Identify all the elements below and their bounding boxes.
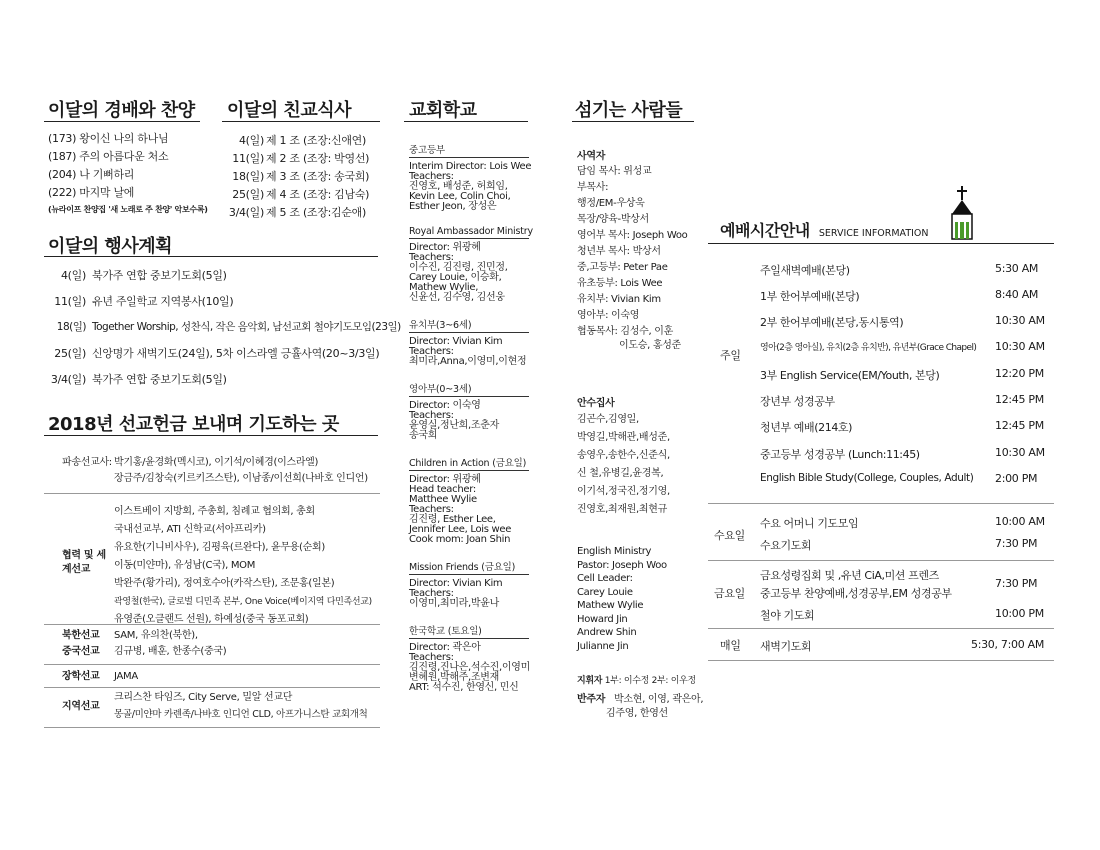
school-line: 신윤선, 김수영, 김선웅 xyxy=(409,292,505,303)
pastor-line: 유초등부: Lois Wee xyxy=(577,278,663,289)
service-name: 청년부 예배(214호) xyxy=(760,421,853,434)
school-line: Director: 위광혜 xyxy=(409,474,481,485)
coop-line: 박완주(황가리), 정여호수아(카작스탄), 조문홍(일본) xyxy=(114,578,335,589)
school-line: Carey Louie, 이승화, xyxy=(409,272,502,283)
event-row xyxy=(48,320,401,346)
service-name: 1부 한어부예배(본당) xyxy=(760,290,860,303)
dispatch-line: 장금주/김창숙(키르키즈스탄), 이남종/이선희(나바호 인디언) xyxy=(114,473,368,484)
service-title: 예배시간안내 xyxy=(720,221,810,240)
school-section-body xyxy=(409,333,529,367)
school-section-title: 한국학교 (토요일) xyxy=(409,623,529,639)
pastor-line: 부목사: xyxy=(577,182,609,193)
pastor-line: 유치부: Vivian Kim xyxy=(577,294,661,305)
sunday-label: 주일 xyxy=(720,349,741,362)
service-time: 7:30 PM xyxy=(995,577,1038,590)
school-section-body xyxy=(409,239,529,303)
service-subtitle: SERVICE INFORMATION xyxy=(818,228,929,239)
fellowship-row xyxy=(222,169,382,187)
service-name: 중고등부 성경공부 (Lunch:11:45) xyxy=(760,448,920,461)
divider xyxy=(44,624,380,625)
worship-rule xyxy=(44,121,200,122)
service-time: 5:30 AM xyxy=(995,262,1039,275)
coop-line: 국내선교부, ATI 신학교(서아프리카) xyxy=(114,524,266,535)
service-name: English Bible Study(College, Couples, Adult) xyxy=(760,472,974,484)
china-label: 중국선교 xyxy=(62,646,100,657)
school-section-body xyxy=(409,639,529,693)
event-text: 북가주 연합 중보기도회(5일) xyxy=(92,373,227,386)
school-line: Interim Director: Lois Wee xyxy=(409,161,532,172)
coop-line: 이동(미얀마), 유성남(C국), MOM xyxy=(114,560,256,571)
service-name: 새벽기도회 xyxy=(760,640,812,653)
fellowship-row xyxy=(222,187,382,205)
service-name: 수요 어머니 기도모임 xyxy=(760,517,859,530)
divider xyxy=(44,727,380,728)
school-line: Matthee Wylie xyxy=(409,494,477,505)
school-line: Esther Jeon, 장성은 xyxy=(409,201,497,212)
hymn-note: (뉴라이프 찬양집 '새 노래로 주 찬양' 악보수록) xyxy=(48,205,208,214)
school-line: Teachers: xyxy=(409,346,454,357)
event-text: 신앙명가 새벽기도(24일), 5차 이스라엘 긍휼사역(20~3/3일) xyxy=(92,347,380,360)
school-section-body xyxy=(409,471,529,545)
coop-line: 유요한(기니비사우), 김평육(르완다), 윤무용(순회) xyxy=(114,542,325,553)
coop-list xyxy=(114,506,372,632)
school-line: Teachers: xyxy=(409,588,454,599)
school-section-body xyxy=(409,397,529,441)
hymn-item: (204) 나 기뻐하리 xyxy=(48,168,135,181)
event-text: 유년 주일학교 지역봉사(10일) xyxy=(92,295,234,308)
divider xyxy=(708,503,1054,504)
pastor-line: 이도승, 홍성준 xyxy=(619,340,681,351)
service-name: 3부 English Service(EM/Youth, 본당) xyxy=(760,369,940,382)
service-name: 장년부 성경공부 xyxy=(760,395,835,408)
deacon-line: 박영길,박해관,배성준, xyxy=(577,432,670,443)
school-line: Teachers: xyxy=(409,504,454,515)
event-date: 3/4(일) xyxy=(50,373,86,386)
school-section-title: Mission Friends (금요일) xyxy=(409,559,529,575)
worship-title: 이달의 경배와 찬양 xyxy=(48,100,195,121)
events-list xyxy=(48,268,401,398)
service-name: 주일새벽예배(본당) xyxy=(760,264,850,277)
fellowship-group: 제 1 조 (조장:신애연) xyxy=(266,134,366,147)
local-line: 크리스찬 타임즈, City Serve, 밀알 선교단 xyxy=(114,692,293,703)
fellowship-row xyxy=(222,133,382,151)
school-line: Director: Vivian Kim xyxy=(409,336,503,347)
pastor-line: 영아부: 이숙영 xyxy=(577,310,640,321)
coop-line: 이스트베이 지방회, 주총회, 침례교 협의회, 총회 xyxy=(114,506,315,517)
deacon-line: 신 철,유병길,윤경복, xyxy=(577,468,664,479)
deacons-label: 안수집사 xyxy=(577,398,615,409)
service-time: 10:30 AM xyxy=(995,446,1045,459)
event-row xyxy=(48,294,401,320)
school-line: Jennifer Lee, Lois wee xyxy=(409,524,512,535)
service-time: 7:30 PM xyxy=(995,537,1038,550)
service-name: 중고등부 찬양예배,성경공부,EM 성경공부 xyxy=(760,587,952,600)
english-line: Cell Leader: xyxy=(577,573,633,584)
english-line: Mathew Wylie xyxy=(577,600,644,611)
service-time: 10:00 AM xyxy=(995,515,1045,528)
fellowship-rule xyxy=(222,121,380,122)
service-name: 영아(2층 영아실), 유치(2층 유치반), 유년부(Grace Chapel) xyxy=(760,343,977,353)
scholar-label: 장학선교 xyxy=(62,671,100,682)
school-line: Kevin Lee, Colin Choi, xyxy=(409,191,511,202)
dispatch-line: 박기홍/윤경화(멕시코), 이기석/이혜경(이스라엘) xyxy=(114,457,319,468)
service-time: 12:20 PM xyxy=(995,367,1044,380)
scholar-text: JAMA xyxy=(114,671,138,682)
event-date: 18(일) xyxy=(56,321,86,333)
coop-label: 협력 및 세계선교 xyxy=(62,550,106,575)
coop-line: 곽영철(한국), 글로벌 디민족 본부, One Voice(베이지역 다민족선교) xyxy=(114,597,372,607)
hymn-item: (222) 마지막 날에 xyxy=(48,186,135,199)
event-row xyxy=(48,372,401,398)
servants-rule xyxy=(572,121,694,122)
daily-label: 매일 xyxy=(720,639,741,652)
service-time: 5:30, 7:00 AM xyxy=(971,638,1045,651)
school-line: Director: Vivian Kim xyxy=(409,578,503,589)
coop-line: 유영준(오클랜드 선원), 하예성(중국 동포교회) xyxy=(114,614,309,625)
school-line: 이영미,최미라,박윤나 xyxy=(409,598,499,609)
missions-rule xyxy=(44,435,378,436)
divider xyxy=(708,628,1054,629)
school-section-title: Royal Ambassador Ministry xyxy=(409,226,533,237)
school-line: Teachers: xyxy=(409,410,454,421)
school-line: ART: 석수진, 한영신, 민신 xyxy=(409,682,519,693)
fellowship-date: 11(일) xyxy=(232,152,264,165)
fri-label: 금요일 xyxy=(714,587,745,600)
pastor-line: 목장/양육-박상서 xyxy=(577,214,649,225)
conductor-label: 지휘자 xyxy=(577,676,603,686)
school-title: 교회학교 xyxy=(409,100,477,121)
school-line: 김진령, Esther Lee, xyxy=(409,514,496,525)
school-line: 김진령,진나은,석수진,이영미 xyxy=(409,662,530,673)
pastor-line: 중,고등부: Peter Pae xyxy=(577,262,668,273)
english-line: Andrew Shin xyxy=(577,627,637,638)
service-time: 12:45 PM xyxy=(995,419,1044,432)
english-line: English Ministry xyxy=(577,546,652,557)
service-name: 수요기도회 xyxy=(760,539,812,552)
missions-title: 2018년 선교헌금 보내며 기도하는 곳 xyxy=(48,414,339,435)
deacon-line: 송영우,송한수,신준식, xyxy=(577,450,670,461)
event-date: 25(일) xyxy=(54,347,86,360)
school-line: Teachers: xyxy=(409,252,454,263)
school-section-body xyxy=(409,158,532,212)
school-section-title: 유치부(3~6세) xyxy=(409,317,529,333)
school-line: 이수진, 김진령, 진민정, xyxy=(409,262,508,273)
accomp-line: 박소현, 이영, 곽은아, xyxy=(614,694,704,705)
wed-label: 수요일 xyxy=(714,529,745,542)
school-line: Teachers: xyxy=(409,652,454,663)
english-line: Carey Louie xyxy=(577,586,633,598)
events-rule xyxy=(44,256,378,257)
fellowship-group: 제 5 조 (조장:김순애) xyxy=(266,206,366,219)
conductor-text: 1부: 이수정 2부: 이우정 xyxy=(604,676,696,686)
hymn-list xyxy=(48,131,168,203)
local-line: 몽골/미얀마 카렌족/나바호 인디언 CLD, 아프가니스탄 교회개척 xyxy=(114,709,368,720)
nk-label: 북한선교 xyxy=(62,630,100,641)
english-ministry-list xyxy=(577,545,667,653)
events-title: 이달의 행사계획 xyxy=(48,236,172,257)
school-line: 최미라,Anna,이영미,이현정 xyxy=(409,356,527,367)
event-date: 11(일) xyxy=(54,295,86,308)
fellowship-group: 제 3 조 (조장: 송국희) xyxy=(266,170,370,183)
deacon-line: 김곤수,김영일, xyxy=(577,414,639,425)
school-line: Director: 위광혜 xyxy=(409,242,481,253)
school-line: Mathew Wylie, xyxy=(409,282,479,293)
service-name: 금요성령집회 및 ,유년 CiA,미션 프렌즈 xyxy=(760,569,939,582)
nk-text: SAM, 유의찬(북한), xyxy=(114,630,198,641)
pastor-line: 행정/EM-우상욱 xyxy=(577,198,645,209)
fellowship-row xyxy=(222,205,382,223)
pastor-line: 담임 목사: 위성교 xyxy=(577,166,652,177)
school-section-title: 중고등부 xyxy=(409,142,529,158)
service-time: 10:30 AM xyxy=(995,340,1045,353)
accomp-line: 김주영, 한영선 xyxy=(606,708,668,719)
school-section-body xyxy=(409,575,529,609)
fellowship-date: 3/4(일) xyxy=(228,206,264,219)
divider xyxy=(44,493,380,494)
service-time: 10:00 PM xyxy=(995,607,1044,620)
fellowship-group: 제 2 조 (조장: 박영선) xyxy=(266,152,370,165)
fellowship-date: 4(일) xyxy=(238,134,264,147)
school-line: Director: 이숙영 xyxy=(409,400,481,411)
fellowship-title: 이달의 친교식사 xyxy=(227,100,351,121)
service-header xyxy=(720,218,929,241)
event-row xyxy=(48,346,401,372)
service-name: 철야 기도회 xyxy=(760,609,815,622)
divider xyxy=(44,664,380,665)
school-line: Teachers: xyxy=(409,171,454,182)
service-time: 8:40 AM xyxy=(995,288,1039,301)
school-line: Director: 곽은아 xyxy=(409,642,481,653)
divider xyxy=(708,660,1054,661)
school-section-title: Children in Action (금요일) xyxy=(409,455,529,471)
conductor-row xyxy=(577,675,696,687)
pastor-line: 영어부 목사: Joseph Woo xyxy=(577,230,688,241)
fellowship-row xyxy=(222,151,382,169)
school-sections xyxy=(409,142,533,693)
deacon-line: 진영호,최재원,최현규 xyxy=(577,504,667,515)
hymn-item: (187) 주의 아름다운 처소 xyxy=(48,150,169,163)
church-icon xyxy=(942,184,976,244)
event-text: 북가주 연합 중보기도회(5일) xyxy=(92,269,227,282)
school-line: Cook mom: Joan Shin xyxy=(409,534,511,545)
deacons-list xyxy=(577,414,670,522)
hymn-item: (173) 왕이신 나의 하나님 xyxy=(48,132,169,145)
divider xyxy=(44,687,380,688)
dispatch-label: 파송선교사: xyxy=(62,457,112,468)
divider xyxy=(708,560,1054,561)
english-line: Pastor: Joseph Woo xyxy=(577,559,667,571)
fellowship-table xyxy=(222,133,382,223)
english-line: Julianne Jin xyxy=(577,640,629,652)
school-line: 변혜원,박해주,조변재 xyxy=(409,672,499,683)
service-time: 12:45 PM xyxy=(995,393,1044,406)
school-line: 진영호, 배성준, 허희임, xyxy=(409,181,508,192)
china-text: 김규병, 배훈, 한종수(중국) xyxy=(114,646,227,657)
event-text: Together Worship, 성찬식, 작은 음악회, 남선교회 철야기도모임(23일) xyxy=(92,321,401,333)
service-name: 2부 한어부예배(본당,동시통역) xyxy=(760,316,904,329)
local-label: 지역선교 xyxy=(62,701,100,712)
english-line: Howard Jin xyxy=(577,613,628,625)
accomp-label: 반주자 xyxy=(577,694,606,705)
school-line: 송국희 xyxy=(409,430,438,441)
service-rule xyxy=(708,243,1054,244)
fellowship-group: 제 4 조 (조장: 김남숙) xyxy=(266,188,370,201)
event-row xyxy=(48,268,401,294)
school-line: 윤영실,정난희,조춘자 xyxy=(409,420,499,431)
pastor-line: 협동목사: 김성수, 이훈 xyxy=(577,326,673,337)
pastor-line: 청년부 목사: 박상서 xyxy=(577,246,661,257)
service-time: 10:30 AM xyxy=(995,314,1045,327)
fellowship-date: 25(일) xyxy=(232,188,264,201)
fellowship-date: 18(일) xyxy=(232,170,264,183)
pastors-list xyxy=(577,166,687,354)
school-rule xyxy=(404,121,528,122)
deacon-line: 이기석,정국진,정기영, xyxy=(577,486,670,497)
school-line: Head teacher: xyxy=(409,484,476,495)
servants-title: 섬기는 사람들 xyxy=(575,100,683,121)
service-time: 2:00 PM xyxy=(995,472,1038,485)
pastors-label: 사역자 xyxy=(577,151,606,162)
school-section-title: 영아부(0~3세) xyxy=(409,381,529,397)
event-date: 4(일) xyxy=(60,269,86,282)
